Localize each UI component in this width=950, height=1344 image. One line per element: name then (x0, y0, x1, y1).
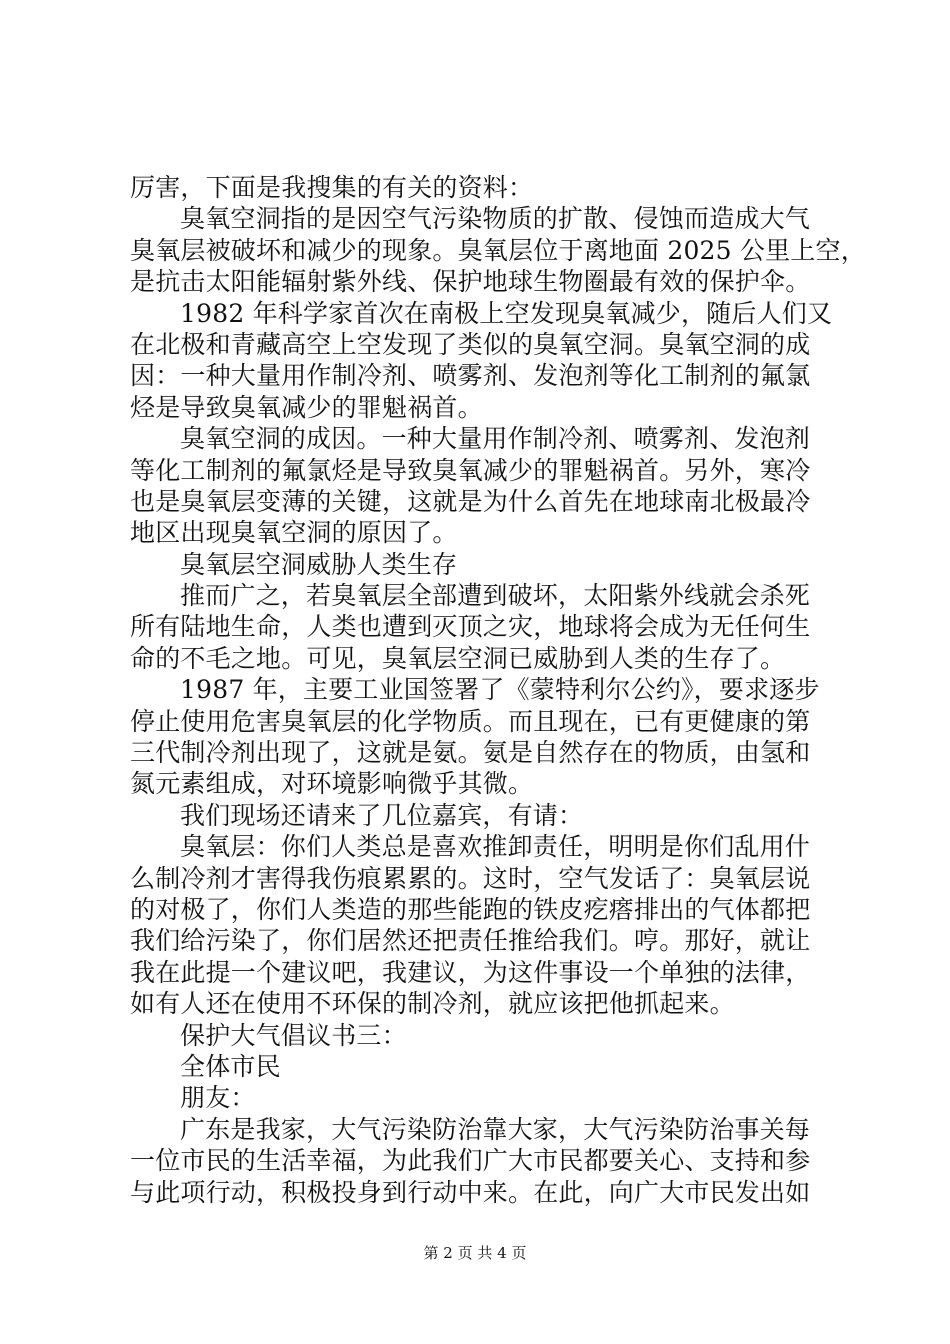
text-line: 如有人还在使用不环保的制冷剂，就应该把他抓起来。 (130, 989, 735, 1019)
text-line: 我们给污染了，你们居然还把责任推给我们。哼。那好，就让 (130, 926, 811, 956)
text-line: 所有陆地生命，人类也遭到灭顶之灾，地球将会成为无任何生 (130, 612, 811, 642)
section-heading: 臭氧层空洞威胁人类生存 (180, 549, 458, 579)
page-footer: 第 2 页 共 4 页 (423, 1244, 527, 1262)
text-line: 三代制冷剂出现了，这就是氨。氨是自然存在的物质，由氢和 (130, 738, 811, 768)
text-line: 一位市民的生活幸福，为此我们广大市民都要关心、支持和参 (130, 1146, 811, 1176)
text-line: 停止使用危害臭氧层的化学物质。而且现在，已有更健康的第 (130, 706, 811, 736)
text-line: 臭氧空洞的成因。一种大量用作制冷剂、喷雾剂、发泡剂 (180, 424, 811, 454)
text-line: 等化工制剂的氟氯烃是导致臭氧减少的罪魁祸首。另外，寒冷 (130, 455, 811, 485)
text-line: 么制冷剂才害得我伤痕累累的。这时，空气发话了：臭氧层说 (130, 863, 811, 893)
text-line: 命的不毛之地。可见，臭氧层空洞已威胁到人类的生存了。 (130, 643, 786, 673)
text-line: 在北极和青藏高空上空发现了类似的臭氧空洞。臭氧空洞的成 (130, 329, 811, 359)
text-line: 广东是我家，大气污染防治靠大家，大气污染防治事关每 (180, 1114, 811, 1144)
text-line: 全体市民 (180, 1051, 281, 1081)
text-line: 与此项行动，积极投身到行动中来。在此，向广大市民发出如 (130, 1177, 811, 1207)
text-line: 臭氧空洞指的是因空气污染物质的扩散、侵蚀而造成大气 (180, 204, 811, 234)
text-line: 是抗击太阳能辐射紫外线、保护地球生物圈最有效的保护伞。 (130, 267, 811, 297)
text-line: 1987 年，主要工业国签署了《蒙特利尔公约》，要求逐步 (180, 675, 820, 705)
text-line: 因：一种大量用作制冷剂、喷雾剂、发泡剂等化工制剂的氟氯 (130, 361, 811, 391)
text-line: 地区出现臭氧空洞的原因了。 (130, 518, 458, 548)
text-line: 推而广之，若臭氧层全部遭到破坏，太阳紫外线就会杀死 (180, 581, 811, 611)
text-line: 烃是导致臭氧减少的罪魁祸首。 (130, 392, 483, 422)
text-line: 氮元素组成，对环境影响微乎其微。 (130, 769, 534, 799)
text-line: 我们现场还请来了几位嘉宾，有请： (180, 800, 584, 830)
text-line: 1982 年科学家首次在南极上空发现臭氧减少，随后人们又 (180, 298, 833, 328)
text-line: 我在此提一个建议吧，我建议，为这件事设一个单独的法律， (130, 957, 811, 987)
text-line: 厉害，下面是我搜集的有关的资料： (130, 173, 534, 202)
text-line: 臭氧层被破坏和减少的现象。臭氧层位于离地面 2025 公里上空， (130, 235, 866, 265)
section-heading: 保护大气倡议书三： (180, 1020, 407, 1050)
text-line: 臭氧层：你们人类总是喜欢推卸责任，明明是你们乱用什 (180, 832, 811, 862)
text-line: 的对极了，你们人类造的那些能跑的铁皮疙瘩排出的气体都把 (130, 894, 811, 924)
document-body (130, 172, 866, 1208)
text-line: 也是臭氧层变薄的关键，这就是为什么首先在地球南北极最冷 (130, 486, 811, 516)
text-line: 朋友： (180, 1083, 256, 1113)
